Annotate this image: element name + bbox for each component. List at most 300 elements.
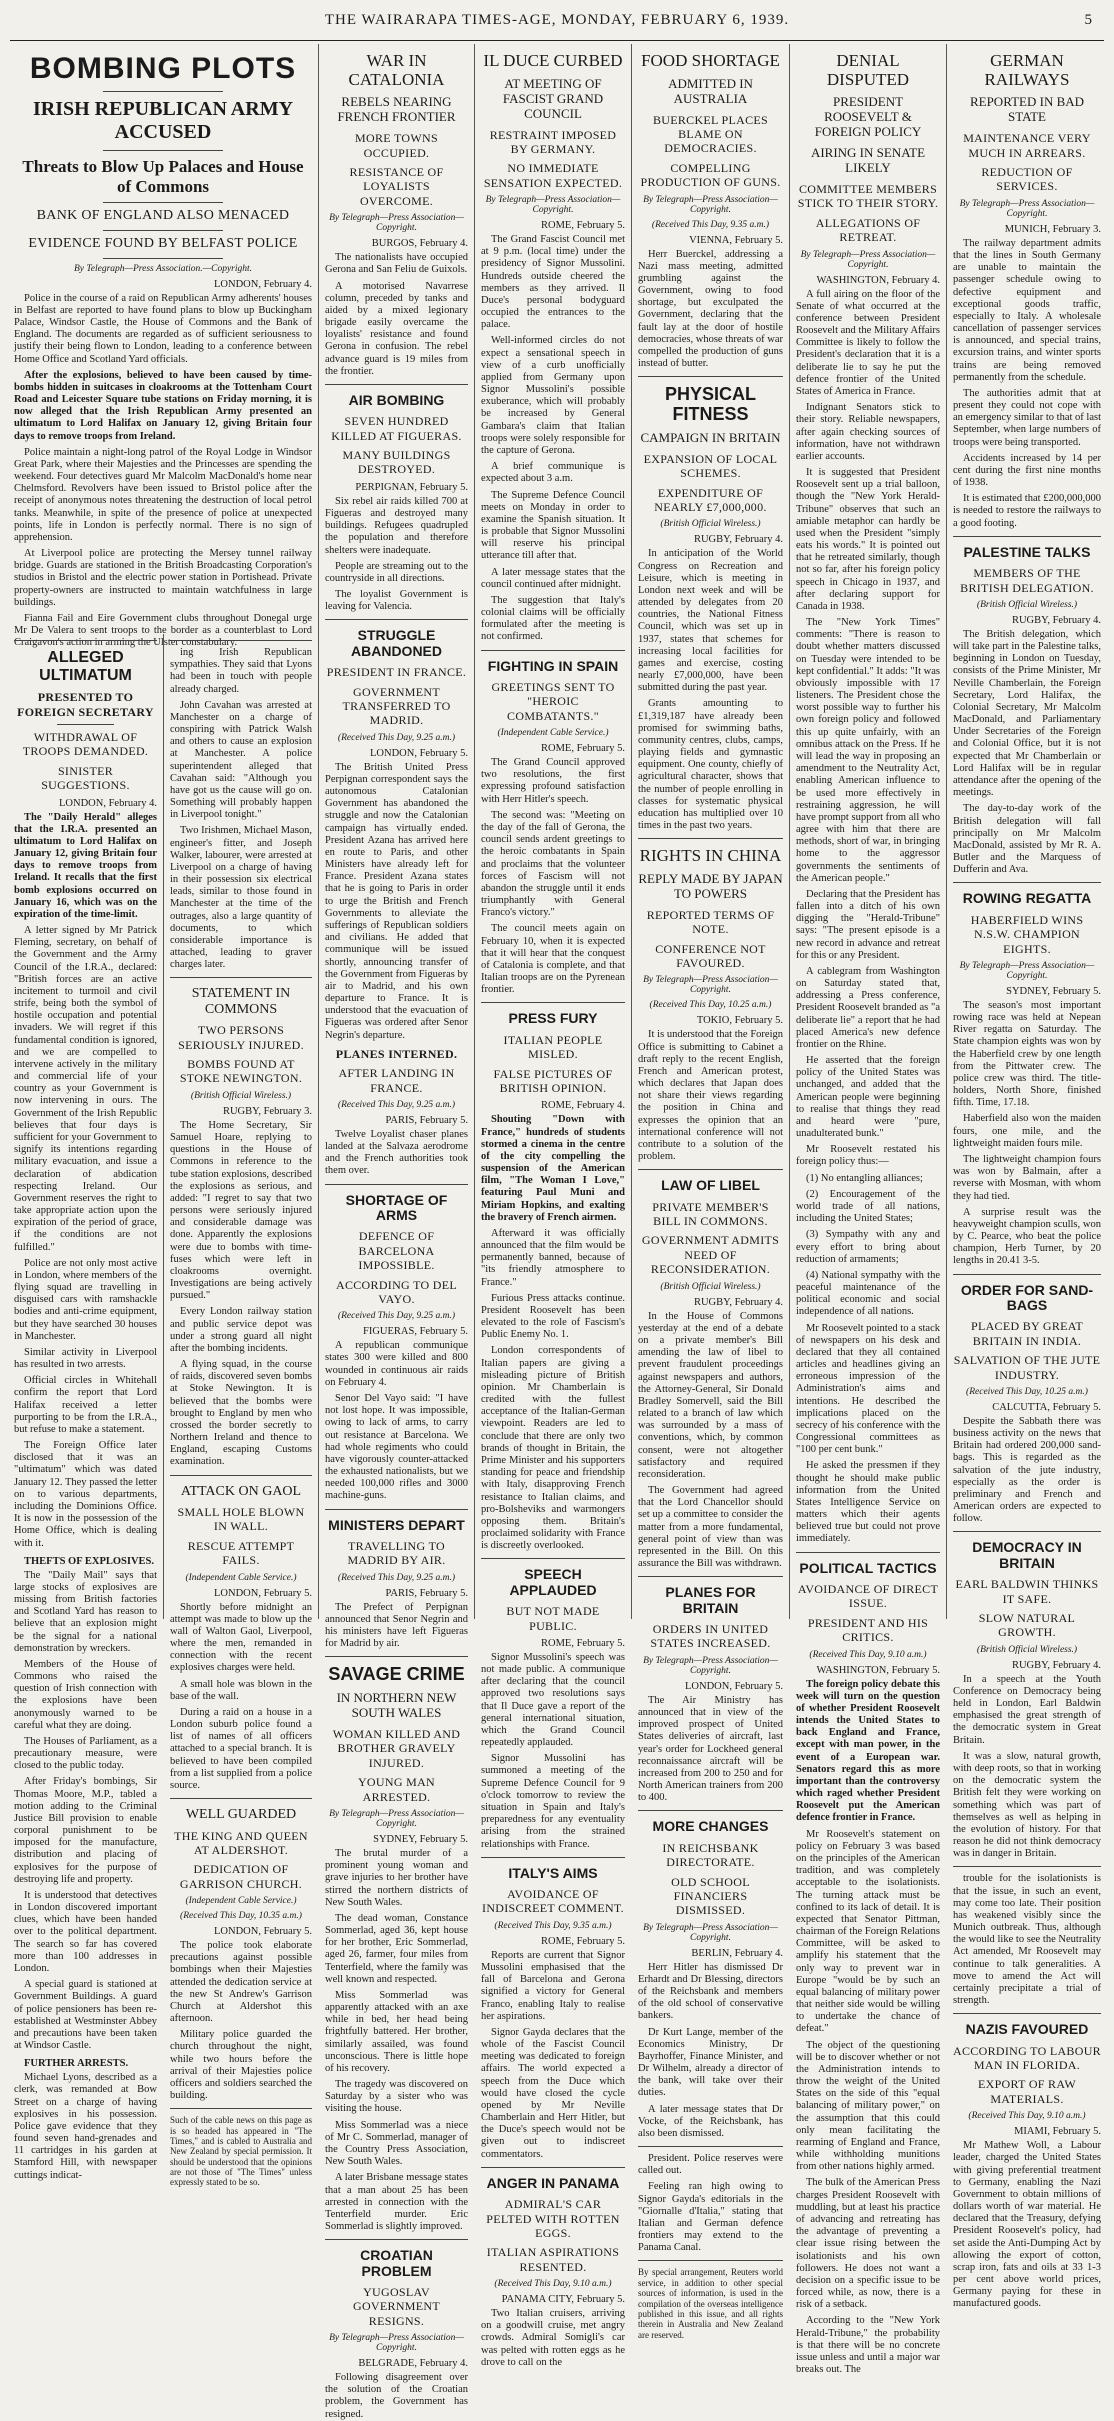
headline: ROWING REGATTA [962,890,1092,907]
received-line: (Received This Day, 9.10 a.m.) [494,2279,612,2290]
paragraph: A letter signed by Mr Patrick Fleming, secretary, on behalf of the Government and the Army Council of the I.R.A., declared: "British forces are an active incitement to turmoil and civil strife, being both the symbol of hostile occupation and potential invaders. We will regret if this fundamental condition is ignored, and we are compelled to intervene actively in the military and commercial life of your country as your Government is now intervening in ours. The Government of the Irish Republic believes that four days is sufficient for your Government to signify its intentions regarding military evacuation, and issue a declaration of abdication respecting Ireland. Our Government reserves the right to take appropriate action upon the expiration of the period of grace, if the conditions are not fulfilled." [14,925,157,1253]
dateline: RUGBY, February 4. [1011,1659,1101,1671]
credit-line: By Telegraph—Press Association—Copyright. [485,195,621,216]
dateline: LONDON, February 4. [214,278,312,290]
paragraph: The second was: "Meeting on the day of the fall of Gerona, the council sends ardent greetings to the heroic combatants in Spain and proclaims that the volunteer forces of Fascism will not abandon the struggle until it ends triumphantly with General Franco's victory." [481,809,625,919]
divider [638,1810,783,1811]
paragraph: The loyalist Government is leaving for Valencia. [325,589,468,613]
paragraph: The tragedy was discovered on Saturday by a sister who was visiting the house. [325,2079,468,2115]
divider [103,202,222,203]
paragraph: The day-to-day work of the British delegation will fall principally on Mr Malcolm MacDonald, assisted by Mr R. A. Butler and the Marquess of Dufferin and Ava. [953,803,1101,876]
headline: NAZIS FAVOURED [965,2021,1089,2038]
paragraph: The Prefect of Perpignan announced that Senor Negrin and his ministers have left Figueras for Madrid by air. [325,1601,468,1650]
paragraph: The nationalists have occupied Gerona and San Feliu de Guixols. [325,252,468,276]
paragraph: London correspondents of Italian papers are giving a misleading picture of British opinion. Mr Chamberlain is credited with the fullest acceptance of the Italian-German viewpoint. Readers are led to conclude that there are only two brands of thought in Britain, the Prime Minister and his supporters standing for peace and friendship with Italy, disapproving French resistance to Italian claims, and pro-Bolsheviks and warmongers opposing them. Britain's proclaimed solidarity with France is discreetly overlooked. [481,1345,625,1552]
divider [953,1531,1101,1532]
paragraph: Fianna Fail and Eire Government clubs throughout Donegal urge Mr De Valera to sent troops to the border as a counterblast to Lord Craigavon's action in arming the Ulster constabulary. [14,612,312,649]
credit-line: (Independent Cable Service.) [185,1572,297,1583]
dateline: RUGBY, February 4. [693,1296,783,1308]
divider [325,1509,468,1510]
received-line: (Received This Day, 9.10 a.m.) [809,1649,927,1660]
deck: GOVERNMENT TRANSFERRED TO MADRID. [342,684,451,728]
credit-line: By Telegraph—Press Association—Copyright. [643,975,778,996]
subheadline: REPORTED IN BAD STATE [969,94,1085,125]
footnote: By special arrangement, Reuters world service, in addition to other special sources of information, is used in the compilation of the overseas intelligence published in this issue, and all rights therein in Australia and New Zealand are reserved. [638,2267,783,2340]
paragraph: After the explosions, believed to have been caused by time-bombs hidden in suitcases in cloakrooms at the Tottenham Court Road and Leicester Square tube stations on Friday morning, it is now alleged that the Irish Republican Army presented an ultimatum to Lord Halifax on January 12, giving Britain four days to remove troops from Ireland. [14,369,312,442]
credit-line: By Telegraph—Press Association—Copyright. [329,213,464,234]
dateline: RUGBY, February 4. [693,534,783,546]
paragraph: The Home Secretary, Sir Samuel Hoare, replying to questions in the House of Commons in reference to the tube station explosions, described the explosions as serious, and added: "I regret to say that two persons were seriously injured and considerable damage was done. Apparently the explosions were due to bombs with time-fuses which were left in cloakrooms overnight. Investigations are being actively pursued." [170,1119,312,1302]
paragraph: Mr Roosevelt restated his foreign policy thus:— [796,1144,940,1168]
page-number: 5 [1084,12,1092,28]
paragraph: People are streaming out to the countryside in all directions. [325,560,468,584]
headline: PRESS FURY [508,1010,598,1027]
divider [796,1552,940,1553]
deck: RESTRAINT IMPOSED BY GERMANY. [489,127,617,156]
divider [481,2167,625,2168]
paragraph: Signor Mussolini's speech was not made public. A communique after declaring that the council approved two resolutions says that Il Duce gave a report of the general international situation, which the Grand Council repeatedly applauded. [481,1651,625,1749]
deck: RESCUE ATTEMPT FAILS. [187,1538,295,1568]
headline: PLANES FOR BRITAIN [665,1584,756,1616]
headline: WAR IN CATALONIA [348,51,445,89]
credit-line: By Telegraph—Press Association—Copyright. [800,249,936,270]
divider [481,1857,625,1858]
dateline: BURGOS, February 4. [371,238,468,250]
paragraph: The British delegation, which will take part in the Palestine talks, beginning in London on Tuesday, consists of the Prime Minister, Mr Neville Chamberlain, the Foreign Secretary, Lord Halifax, the Colonial Secretary, Mr Malcolm MacDonald, and Parliamentary Under Secretaries of the Foreign and Colonial Office, but it is not expected that Mr Chamberlain or Lord Halifax will be in regular attendance after the opening of the meetings. [953,628,1101,799]
headline: STATEMENT IN COMMONS [191,986,291,1017]
paragraph: The British United Press Perpignan correspondent says the autonomous Catalonian Government has abandoned the struggle and now the Catalonian campaign has virtually ended. President Azana has arrived here en route to Paris, and other Ministers have already left for France. President Azana states that he is going to Paris in order to urge the British and French Governments to alleviate the sufferings of Republican soldiers and civilians. He added that communique will be issued shortly, announcing transfer of the Government from Figueras by air to Madrid, and his own departure to France. It is understood that the evacuation of Figueras was ordered after Senor Negrin's departure. [325,761,468,1041]
dateline: ROME, February 5. [541,220,625,232]
divider [170,977,312,978]
divider [953,882,1101,883]
credit-line: By Telegraph—Press Association—Copyright. [329,2333,464,2354]
dateline: LONDON, February 5. [370,747,468,759]
paragraph: It is understood that detectives in London discovered important clues, which have been handed over to the political department. The search so far has covered more than 100 addresses in London. [14,1889,157,1974]
paragraph: The "Daily Mail" says that large stocks of explosives are missing from British factories and Scotland Yard has reason to believe that an explosion might be the signal for a national demonstration by wreckers. [14,1569,157,1654]
paragraph: A flying squad, in the course of raids, discovered seven bombs at Stoke Newington. It is believed that the bombs were brought to England by men who crossed the border secretly to Northern Ireland and thence to England, escaping Customs examination. [170,1359,312,1468]
deck: TRAVELLING TO MADRID BY AIR. [347,1538,446,1568]
headline: ALLEGED ULTIMATUM [39,649,132,684]
received-line: (Received This Day, 9.25 a.m.) [337,1572,456,1583]
credit-line: By Telegraph—Press Association—Copyright. [643,1655,778,1676]
paragraph: The Grand Fascist Council met at 9 p.m. (local time) under the presidency of Signor Mussolini. Hundreds outside cheered the members as they arrived. Il Duce's personal bodyguard occupied the entrances to the palace. [481,234,625,331]
headline: CROATIAN PROBLEM [360,2247,433,2279]
deck: SINISTER SUGGESTIONS. [41,763,130,793]
divider [57,724,114,725]
deck: BANK OF ENGLAND ALSO MENACED [36,208,290,224]
paragraph: Twelve Loyalist chaser planes landed at the Salvaza aerodrome and the French authorities took them over. [325,1128,468,1177]
paragraph: The Air Ministry has announced that in view of the improved prospect of United States deliveries of aircraft, last year's order for Lockheed general reconnaissance aircraft will be increased from 200 to 250 and for North American trainers from 200 to 400. [638,1694,783,1804]
subheadline: AT MEETING OF FASCIST GRAND COUNCIL [502,75,604,121]
paragraph: Afterward it was officially announced that the film would be permanently banned, because of "its friendly atmosphere to France." [481,1227,625,1288]
divider [953,2013,1101,2014]
paragraph: Shortly before midnight an attempt was made to blow up the wall of Walton Gaol, Liverpool, where the men, remanded in connection with the recent explosives charges were held. [170,1601,312,1674]
credit-line: By Telegraph—Press Association—Copyright. [643,194,778,215]
paragraph: The object of the questioning will be to discover whether or not the Administration intends to throw the weight of the United States on the side of this "equal balancing of military power," on the assumption that this could only mean facilitating the rearming of England and France, while withholding munitions from other nations highly armed. [796,2039,940,2173]
subheadline: CAMPAIGN IN BRITAIN [640,429,781,445]
paragraph: Michael Lyons, described as a clerk, was remanded at Bow Street on a charge of having explosives in his possession. Police gave evidence that they found seven hand-grenades and 11 cartridges in his garden at Stamford Hill, with newspaper cuttings indicat- [14,2072,157,2181]
paragraph: trouble for the isolationists is that the issue, in such an event, may come too late. Their position has weakened visibly since the Munich outbreak. Thus, although the would like to see the Neutrality Act amended, Mr Roosevelt may continue to talk generalities. A move to amend the Act will certainly precipitate a trial of strength. [953,1873,1101,2007]
war-in-catalonia-column [319,44,474,2420]
dateline: LONDON, February 4. [59,797,157,809]
credit-line: (British Official Wireless.) [190,1090,292,1101]
deck: GREETINGS SENT TO "HEROIC COMBATANTS." [491,679,615,723]
divider [170,1798,312,1799]
paragraph: A motorised Navarrese column, preceded by tanks and aided by a mixed legionary brigade easily overcame the loyalists' resistance and found Gerona in confusion. The rebel advance guard is 19 miles from the frontier. [325,280,468,377]
credit-line: By Telegraph—Press Association—Copyright. [959,198,1095,219]
headline: AIR BOMBING [348,391,445,408]
deck: ITALIAN PEOPLE MISLED. [503,1032,603,1062]
credit-line: (Independent Cable Service.) [185,1896,297,1907]
paragraph: Reports are current that Signor Mussolini emphasised that the fall of Barcelona and Gerona signified a victory for General Franco, enabling Italy to realise her aspirations. [481,1949,625,2022]
divider [14,640,157,641]
deck: PRIVATE MEMBER'S BILL IN COMMONS. [652,1199,769,1229]
deck: AVOIDANCE OF DIRECT ISSUE. [797,1582,939,1611]
dateline: MUNICH, February 3. [1004,223,1101,235]
denial-disputed-column [790,44,946,2376]
deck: PLANES INTERNED. [335,1046,458,1061]
paragraph: It is suggested that President Roosevelt sent up a trial balloon, though the "New York Herald-Tribune" observes that such an amiable metaphor can hardly be used when the President "simply eats his words." It is pointed out that he retreated similarly, though not so far, after his foreign policy speech in Chicago in 1937, and after declaring support for Canada in 1938. [796,467,940,612]
headline: ITALY'S AIMS [508,1864,598,1881]
paragraph: Miss Sommerlad was apparently attacked with an axe while in bed, her head being frightfully battered. Her brother, similarly assailed, was found unconscious. There is little hope of his recovery. [325,1989,468,2074]
paragraph: According to the "New York Herald-Tribune," the probability is that there will be no concrete issue unless and until a major war breaks out. The [796,2315,940,2376]
deck: AFTER LANDING IN FRANCE. [338,1066,455,1095]
divider [325,1656,468,1657]
divider [170,1475,312,1476]
paragraph: The season's most important rowing race was held at Nepean River regatta on Saturday. The State champion eights was won by the Haberfield crew by one length from the Pittwater crew. The police crew was third. The title-holders, North Shore, finished fifth. Time, 17.18. [953,999,1101,1109]
paragraph: Every London railway station and public service depot was under a strong guard all night after the bombing incidents. [170,1306,312,1354]
headline: BOMBING PLOTS [29,52,297,85]
paragraph: Two Irishmen, Michael Mason, engineer's fitter, and Joseph Walker, labourer, were arrested at Liverpool on a charge of having in their possession six electrical leads, similar to those found in Manchester at the time of the outrages, also a large quantity of documents, to which considerable importance is attached, leading to graver charges later. [170,825,312,971]
dateline: ROME, February 5. [541,1935,625,1947]
paragraph: The "New York Times" comments: "There is reason to doubt whether matters discussed on Tuesday were intended to be kept confidential." It adds: "It was obviously impossible with 17 listeners. The President chose the worst possible way to further his own foreign policy and followed this up quite unfairly, with an omnibus attack on the Press. If he will lead the way in proposing an amendment to the Neutrality Act, enabling American influence to be used more effectively in restraining aggression, he will have prompt support from all who agree with him that there are methods, short of war, in bringing home to the aggressor governments the sentiments of the American people." [796,617,940,884]
deck: DEFENCE OF BARCELONA IMPOSSIBLE. [358,1229,435,1273]
paragraph: (1) No entangling alliances; [806,1172,923,1184]
paragraph: (3) Sympathy with any and every effort to bring about reduction of armaments; [796,1229,940,1265]
subheadline: Threats to Blow Up Palaces and House of Commons [22,157,304,196]
credit-line: (British Official Wireless.) [660,519,761,530]
divider [103,230,222,231]
paragraph: A later message states that Dr Vocke, of the Reichsbank, has also been dismissed. [638,2103,783,2139]
deck: MEMBERS OF THE BRITISH DELEGATION. [960,566,1094,595]
deck: BUT NOT MADE PUBLIC. [506,1604,600,1633]
deck: HABERFIELD WINS N.S.W. CHAMPION EIGHTS. [970,912,1084,956]
deck: EXPANSION OF LOCAL SCHEMES. [643,451,778,481]
deck: DEDICATION OF GARRISON CHURCH. [179,1862,303,1891]
headline: PHYSICAL FITNESS [664,384,756,425]
divider [638,2146,783,2147]
subheadline: REBELS NEARING FRENCH FRONTIER [337,94,456,125]
headline: PALESTINE TALKS [963,543,1091,560]
food-shortage-column [632,44,789,2340]
deck: MAINTENANCE VERY MUCH IN ARREARS. [963,131,1091,160]
dateline: WASHINGTON, February 4. [816,274,940,286]
paragraph: Official circles in Whitehall confirm the report that Lord Halifax received a letter purporting to be from the I.R.A., but refuse to make a statement. [14,1375,157,1435]
paragraph: Police maintain a night-long patrol of the Royal Lodge in Windsor Great Park, where their Majesties and the Princesses are spending the weekend. Four detectives guard Mr Malcolm MacDonald's home near Chelmsford. Revolvers have been issued to Bristol police after the receipt of anonymous notes threatening the destruction of local petrol tanks. Meanwhile, in spite of the presence of police at unexpected points, life in London is perfectly normal. There is no sign of apprehension. [14,446,312,543]
deck: ITALIAN ASPIRATIONS RESENTED. [486,2245,620,2274]
paragraph: Mr Roosevelt's statement on policy on February 3 was based on the principles of the American tradition, and was completely acceptable to the isolationists. The turning attack must be confined to its lack of detail. It is expected that Senator Pittman, chairman of the Foreign Relations Committee, will be asked to amplify his statement that the only way to prevent war in Europe "would be by such an equal balancing of military power that neither side would be willing to undertake the chance of defeat." [796,1828,940,2035]
deck: WOMAN KILLED AND BROTHER GRAVELY INJURED. [332,1727,461,1770]
deck: YUGOSLAV GOVERNMENT RESIGNS. [353,2284,440,2328]
paragraph: Accidents increased by 14 per cent during the first nine months of 1938. [953,452,1101,489]
received-line: (Received This Day, 10.25 a.m.) [649,1000,772,1011]
dateline: PARIS, February 5. [385,1114,468,1126]
received-line: (Received This Day, 9.25 a.m.) [337,732,456,743]
column-two [164,634,318,2188]
masthead [0,0,1114,40]
deck: AVOIDANCE OF INDISCREET COMMENT. [482,1887,624,1916]
dateline: SYDNEY, February 5. [373,1834,468,1846]
paragraph: Six rebel air raids killed 700 at Figueras and destroyed many buildings. Refugees quadrupled the population and therefore shelters were inadequate. [325,495,468,556]
paragraph: Signor Mussolini has summoned a meeting of the Supreme Defence Council for 9 o'clock tomorrow to review the situation in Spain and Italy's preparedness for any eventuality arising from the strained relationships with France. [481,1753,625,1850]
deck: YOUNG MAN ARRESTED. [357,1775,436,1804]
paragraph: It is estimated that £200,000,000 is needed to restore the railways to a good footing. [953,493,1101,529]
deck: FALSE PICTURES OF BRITISH OPINION. [493,1066,613,1095]
received-line: (Received This Day, 9.35 a.m.) [651,219,770,230]
paragraph: The brutal murder of a prominent young woman and grave injuries to her brother have stirred the northern districts of New South Wales. [325,1848,468,1908]
deck: SMALL HOLE BLOWN IN WALL. [177,1505,305,1534]
paragraph: Declaring that the President has fallen into a ditch of his own digging the "Herald-Tribune" says: "The present episode is a new record in advance and retreat for this or any President. [796,888,940,961]
paragraph: The authorities admit that at present they could not cope with an emergency similar to that of last September, when large numbers of troops were being transported. [953,387,1101,448]
dateline: RUGBY, February 4. [1011,614,1101,626]
paragraph: Indignant Senators stick to their story. Reliable newspapers, after again checking sources of information, have not withdrawn earlier accounts. [796,402,940,462]
headline: FOOD SHORTAGE [641,51,780,70]
headline: WELL GUARDED [185,1807,297,1823]
paragraph: A later message states that the council continued after midnight. [481,566,625,590]
headline: ORDER FOR SAND-BAGS [960,1281,1094,1313]
paragraph: The council meets again on February 10, when it is expected that it will hear that the conquest of Catalonia is complete, and that Italian troops are on the Pyrenean frontier. [481,923,625,996]
divider [953,536,1101,537]
subheadline: REPLY MADE BY JAPAN TO POWERS [638,870,783,901]
divider [638,2260,783,2261]
paragraph: A cablegram from Washington on Saturday stated that, addressing a Press conference, President Roosevelt branded as "a deliberate lie" a report that he had placed America's new defence frontier on the Rhine. [796,965,940,1050]
deck: MANY BUILDINGS DESTROYED. [342,448,451,477]
paragraph: The Foreign Office later disclosed that it was an "ultimatum" which was dated January 12. They passed the letter on to various departments, including the Dominions Office. It is now in the possession of the Home Office, which is dealing with it. [14,1440,157,1549]
german-railways-column [947,44,1107,2310]
dateline: LONDON, February 5. [214,1587,312,1599]
dateline: PANAMA CITY, February 5. [501,2294,625,2306]
dateline: ROME, February 4. [541,1100,625,1112]
paragraph: After Friday's bombings, Sir Thomas Moore, M.P., tabled a motion adding to the Criminal Justice Bill provision to enable corporal punishment to be imposed for the manufacture, distribution and placing of explosives for the purpose of destroying life and property. [14,1776,157,1885]
dateline: PARIS, February 5. [385,1587,468,1599]
subheadline: IN NORTHERN NEW SOUTH WALES [336,1690,457,1721]
paragraph: The suggestion that Italy's colonial claims will be officially formulated after the meeting is not confirmed. [481,594,625,643]
paragraph: In a speech at the Youth Conference on Democracy being held in London, Earl Baldwin emphasised the great strength of the democratic system in Great Britain. [953,1673,1101,1746]
credit-line: (British Official Wireless.) [976,599,1078,610]
headline: IL DUCE CURBED [483,51,623,70]
deck: MORE TOWNS OCCUPIED. [355,131,438,160]
deck: NO IMMEDIATE SENSATION EXPECTED. [483,161,623,190]
masthead-rule [10,40,1104,41]
subheadline: PRESIDENT ROOSEVELT & FOREIGN POLICY [814,94,922,140]
paragraph: The police took elaborate precautions against possible bombings when their Majesties attended the dedication service at the new St Andrew's Garrison Church at Aldershot this afternoon. [170,1940,312,2025]
deck: REDUCTION OF SERVICES. [981,165,1073,194]
deck: EVIDENCE FOUND BY BELFAST POLICE [28,235,298,251]
deck: SALVATION OF THE JUTE INDUSTRY. [953,1353,1101,1382]
masthead-title: THE WAIRARAPA TIMES-AGE, MONDAY, FEBRUARY 6, 1939. [324,11,790,28]
headline: GERMAN RAILWAYS [984,51,1070,89]
deck: RESISTANCE OF LOYALISTS OVERCOME. [349,165,444,208]
headline: ATTACK ON GAOL [180,1483,302,1499]
divider [953,1866,1101,1867]
headline: SAVAGE CRIME [328,1664,465,1685]
divider [481,1002,625,1003]
deck: REPORTED TERMS OF NOTE. [646,907,775,937]
dateline: FIGUERAS, February 5. [363,1326,468,1338]
subheadline: AIRING IN SENATE LIKELY [810,145,926,176]
paragraph: Senor Del Vayo said: "I have not lost hope. It was impossible, owing to lack of arms, to carry out resistance at Barcelona. We had whole regiments who could have vigorously counter-attacked the exhausted nationalists, but we needed 100,000 rifles and 3000 machine-guns. [325,1393,468,1502]
paragraph: Miss Sommerlad was a niece of Mr C. Sommerlad, manager of the Country Press Association, New South Wales. [325,2119,468,2168]
dateline: LONDON, February 5. [214,1926,312,1938]
deck: PRESIDENT IN FRANCE. [326,665,467,680]
paragraph: A republican communique states 300 were killed and 800 wounded in continuous air raids on February 4. [325,1340,468,1388]
deck: SEVEN HUNDRED KILLED AT FIGUERAS. [331,414,462,443]
deck: PLACED BY GREAT BRITAIN IN INDIA. [970,1319,1084,1348]
paragraph: Furious Press attacks continue. President Roosevelt has been elevated to the role of Fascism's Public Enemy No. 1. [481,1292,625,1341]
dateline: ROME, February 5. [541,743,625,755]
divider [953,1274,1101,1275]
divider [638,1576,783,1577]
divider [638,376,783,377]
divider [103,91,222,92]
paragraph: Despite the Sabbath there was business activity on the news that Britain had ordered 200,000 sand-bags. This is regarded as the salvation of the jute industry, especially as the order is preliminary and French and American orders are expected to follow. [953,1415,1101,1525]
paragraph: Two Italian cruisers, arriving on a goodwill cruise, met angry crowds. Admiral Somigli's car was pelted with rotten eggs as he drove to call on the [481,2308,625,2368]
paragraph: Following disagreement over the solution of the Croatian problem, the Government has resigned. [325,2372,468,2420]
bombing-plots-article [8,44,318,649]
paragraph: In anticipation of the World Congress on Recreation and Leisure, which is meeting in London next week and will be attended by delegates from 20 countries, the National Fitness Council, which was set up in 1937, states that schemes for increasing local facilities for games and exercise, costing nearly £7,000,000, have been submitted during the past year. [638,548,783,694]
headline: FIGHTING IN SPAIN [487,657,619,674]
headline: ANGER IN PANAMA [486,2174,620,2191]
divider [103,150,222,151]
paragraph: The Houses of Parliament, as a precautionary measure, were closed to the public today. [14,1735,157,1772]
received-line: (Received This Day, 9.25 a.m.) [337,1311,456,1322]
dateline: MIAMI, February 5. [1014,2126,1101,2138]
dateline: LONDON, February 5. [685,1680,783,1692]
paragraph: He asked the pressmen if they thought he should make public information from the United States Intelligence Service on matters which their agents believed true but could not prove immediately. [796,1460,940,1545]
deck: WITHDRAWAL OF TROOPS DEMANDED. [22,729,149,759]
paragraph: The Grand Council approved two resolutions, the first expressing profound satisfaction with Herr Hitler's speech. [481,757,625,805]
paragraph: Signor Gayda declares that the whole of the Fascist Council meeting was dedicated to foreign affairs. The world expected a speech from the Duce which would have closed the cycle opened by Mr Neville Chamberlain and Herr Hitler, but the Duce's speech would not be given out to indiscreet commentators. [481,2026,625,2160]
paragraph: Military police guarded the church throughout the night, while two hours before the arrival of their Majesties police officers and soldiers searched the building. [170,2029,312,2102]
deck: ACCORDING TO LABOUR MAN IN FLORIDA. [953,2043,1101,2073]
credit-line: (British Official Wireless.) [976,1644,1078,1655]
subheadline: IRISH REPUBLICAN ARMY ACCUSED [32,98,294,143]
dateline: PERPIGNAN, February 5. [355,481,468,493]
received-line: (Received This Day, 9.35 a.m.) [494,1920,612,1931]
paragraph: Police in the course of a raid on Republican Army adherents' houses in Belfast are reported to have found plans to blow up Buckingham Palace, Windsor Castle, the House of Commons and the Bank of England. The documents are regarded as of sufficient seriousness to justify their being flown to London, leading to a conference between Home Office and Scotland Yard officials. [14,292,312,365]
divider [325,1184,468,1185]
paragraph: The railway department admits that the lines in South Germany are unable to maintain the passenger schedule owing to defective equipment and exceptional goods traffic, especially to Italy. A wholesale cancellation of passenger services is announced, and special trains, excursion trains, and winter sports trains are being removed permanently from the schedule. [953,237,1101,383]
deck: IN REICHSBANK DIRECTORATE. [662,1840,759,1870]
divider [325,619,468,620]
deck: EXPORT OF RAW MATERIALS. [977,2077,1076,2106]
deck: ORDERS IN UNITED STATES INCREASED. [650,1622,771,1651]
paragraph: It is understood that the Foreign Office is submitting to Cabinet a draft reply to the recent English, French and American protest, which declares that Japan does not share their views regarding the position in China and expresses the opinion that an international conference will not contribute to a solution of the problem. [638,1029,783,1163]
credit-line: By Telegraph—Press Association—Copyright. [643,1922,778,1943]
headline: STRUGGLE ABANDONED [351,627,442,659]
headline: DENIAL DISPUTED [826,51,910,89]
dateline: CALCUTTA, February 5. [992,1401,1101,1413]
subheadline: ADMITTED IN AUSTRALIA [668,75,753,106]
divider [170,640,312,641]
dateline: BELGRADE, February 4. [358,2358,468,2370]
alleged-ultimatum-article [8,634,163,2181]
credit-line: By Telegraph—Press Association.—Copyright. [73,263,253,274]
divider [170,2108,312,2109]
deck: EARL BALDWIN THINKS IT SAFE. [955,1577,1099,1606]
paragraph: He asserted that the foreign policy of the United States was unchanged, and added that the American people were beginning to realise that things they read and heard were "pure, unadulterated bunk." [796,1055,940,1140]
credit-line: By Telegraph—Press Association—Copyright. [959,960,1095,981]
paragraph: John Cavahan was arrested at Manchester on a charge of conspiring with Patrick Walsh and others to cause an explosion at Manchester. A police superintendent alleged that Cavahan said: "Although you have got us the cause will go on. Something will probably happen in Liverpool tonight." [170,699,312,821]
section-heading: FURTHER ARRESTS. [24,2058,129,2070]
divider [103,258,222,259]
paragraph: Herr Buerckel, addressing a Nazi mass meeting, admitted grumbling against the Government, owing to food shortage, but exculpated the Government, declaring that the fault lay at the door of hostile democracies, whose threats of war compelled the production of guns instead of butter. [638,248,783,370]
headline: MINISTERS DEPART [328,1516,465,1533]
paragraph: ing Irish Republican sympathies. They said that Lyons had been in touch with people already charged. [170,647,312,695]
credit-line: (Independent Cable Service.) [497,728,609,739]
paragraph: The Supreme Defence Council meets on Monday in order to examine the Spanish situation. It is probable that Signor Mussolini will reserve his principal utterance till after that. [481,489,625,562]
subheadline: PRESENTED TO FOREIGN SECRETARY [17,690,154,719]
paragraph: Police are not only most active in London, where members of the flying squad are travelling in disguised cars with ramshackle bodies and anti-crime equipment, but they have searched 30 houses in Manchester. [14,1257,157,1342]
deck: ADMIRAL'S CAR PELTED WITH ROTTEN EGGS. [486,2197,620,2240]
paragraph: The lightweight champion fours was won by Balmain, after a reverse with Mosman, with whom they had tied. [953,1154,1101,1202]
deck: SLOW NATURAL GROWTH. [978,1611,1076,1640]
headline: DEMOCRACY IN BRITAIN [972,1539,1082,1571]
paragraph: A small hole was blown in the base of the wall. [170,1678,312,1702]
paragraph: In the House of Commons yesterday at the end of a debate on a private member's Bill amending the law of libel to prevent fraudulent proceedings against newspapers and authors, the Attorney-General, Sir Donald Bradley Somervell, said the Bill related to a branch of law which was surrounded by a mass of conventions, which, by common consent, were not altogether satisfactory and required reconsideration. [638,1310,783,1480]
divider [325,384,468,385]
paragraph: Well-informed circles do not expect a sensational speech in view of a curb unofficially applied from Germany upon Signor Mussolini's possible exuberance, which will probably be increased by General Gambara's claim that Italian troops were solely responsible for the capture of Gerona. [481,335,625,456]
deck: CONFERENCE NOT FAVOURED. [655,941,766,971]
paragraph: Herr Hitler has dismissed Dr Erhardt and Dr Blessing, directors of the Reichsbank and members of the old school of conservative bankers. [638,1961,783,2022]
paragraph: The bulk of the American Press charges President Roosevelt with muddling, but at least his practice of advancing and retreating has the advantage of preventing a clear issue rising between the isolationists and his own followers. He does not want a decision on a specific issue to be forced while, as now, there is a risk of a setback. [796,2177,940,2311]
dateline: RUGBY, February 3. [222,1105,312,1117]
dateline: BERLIN, February 4. [691,1947,783,1959]
paragraph: Mr Roosevelt pointed to a stack of newspapers on his desk and declared that they all contained articles and headlines giving an erroneous impression of the Administration's aims and intentions. He described the implications placed on the secrecy of his conference with the Congressional committees as "100 per cent bunk." [796,1322,940,1456]
deck: PRESIDENT AND HIS CRITICS. [807,1615,929,1645]
paragraph: The dead woman, Constance Sommerlad, aged 36, kept house for her brother, Eric Sommerlad, aged 26, farmer, four miles from Tenterfield, where the family was well known and respected. [325,1912,468,1985]
received-line: (Received This Day, 10.25 a.m.) [966,1386,1088,1397]
dateline: TOKIO, February 5. [696,1015,783,1027]
paragraph: President. Police reserves were called out. [638,2153,783,2177]
paragraph: The foreign policy debate this week will turn on the question of whether President Roosevelt intends the United States to back England and France, except with man power, in the event of a European war. Senators regard this as more important than the controversy which raged whether President Roosevelt put the American defence frontier in France. [796,1678,940,1824]
paragraph: (4) National sympathy with the peaceful maintenance of the political economic and social independence of all nations. [796,1269,940,1318]
deck: ACCORDING TO DEL VAYO. [335,1277,458,1306]
paragraph: Shouting "Down with France," hundreds of students stormed a cinema in the centre of the city compelling the suspension of the American film, "The Woman I Love," featuring Paul Muni and Miriam Hopkins, and exalting the bravery of French airmen. [481,1114,625,1223]
deck: BUERCKEL PLACES BLAME ON DEMOCRACIES. [652,112,769,156]
paragraph: Feeling ran high owing to Signor Gayda's editorials in the "Giornalle d'Italia," stating that Italian and German defence frontiers may extend to the Panama Canal. [638,2181,783,2254]
paragraph: Members of the House of Commons who raised the question of Irish connection with the explosions have been anonymously warned to be careful what they are doing. [14,1658,157,1731]
divider [325,2239,468,2240]
received-line: (Received This Day, 9.25 a.m.) [337,1099,456,1110]
deck: COMMITTEE MEMBERS STICK TO THEIR STORY. [797,182,939,211]
il-duce-column [475,44,631,2368]
paragraph: A special guard is stationed at Government Buildings. A guard of police pensioners has been re-established at Westminster Abbey and precautions have been taken at Windsor Castle. [14,1979,157,2052]
deck: ALLEGATIONS OF RETREAT. [815,215,921,245]
footnote: Such of the cable news on this page as is so headed has appeared in "The Times," and is cabled to Australia and New Zealand by special permission. It should be understood that the opinions are not those of "The Times" unless expressly stated to be so. [170,2115,312,2188]
headline: RIGHTS IN CHINA [639,846,782,866]
deck: GOVERNMENT ADMITS NEED OF RECONSIDERATION. [641,1233,780,1277]
deck: OLD SCHOOL FINANCIERS DISMISSED. [671,1874,750,1918]
credit-line: (British Official Wireless.) [660,1281,761,1292]
paragraph: Grants amounting to £1,319,187 have already been promised for swimming baths, community centres, clubs, camps, playing fields and gymnastic equipment. One county, chiefly of agricultural character, shows that the number of people enrolling in classes for systematic physical education has multiplied over 10 times in the past two years. [638,698,783,832]
divider [638,1169,783,1170]
paragraph: Dr Kurt Lange, member of the Economics Ministry, Dr Bayrhoffer, Finance Minister, and Dr Wilhelm, already a director of the bank, will take over their duties. [638,2026,783,2099]
paragraph: At Liverpool police are protecting the Mersey tunnel railway bridge. Guards are stationed in the British Broadcasting Corporation's studios in Bristol and the electric power station in Portishead. Private property-owners are instructed to maintain watchfulness in large buildings. [14,548,312,608]
deck: BOMBS FOUND AT STOKE NEWINGTON. [179,1057,303,1086]
paragraph: During a raid on a house in a London suburb police found a list of names of all officers attached to a special branch. It is believed to have been compiled from a list supplied from a police source. [170,1706,312,1791]
dateline: WASHINGTON, February 5. [816,1664,940,1676]
